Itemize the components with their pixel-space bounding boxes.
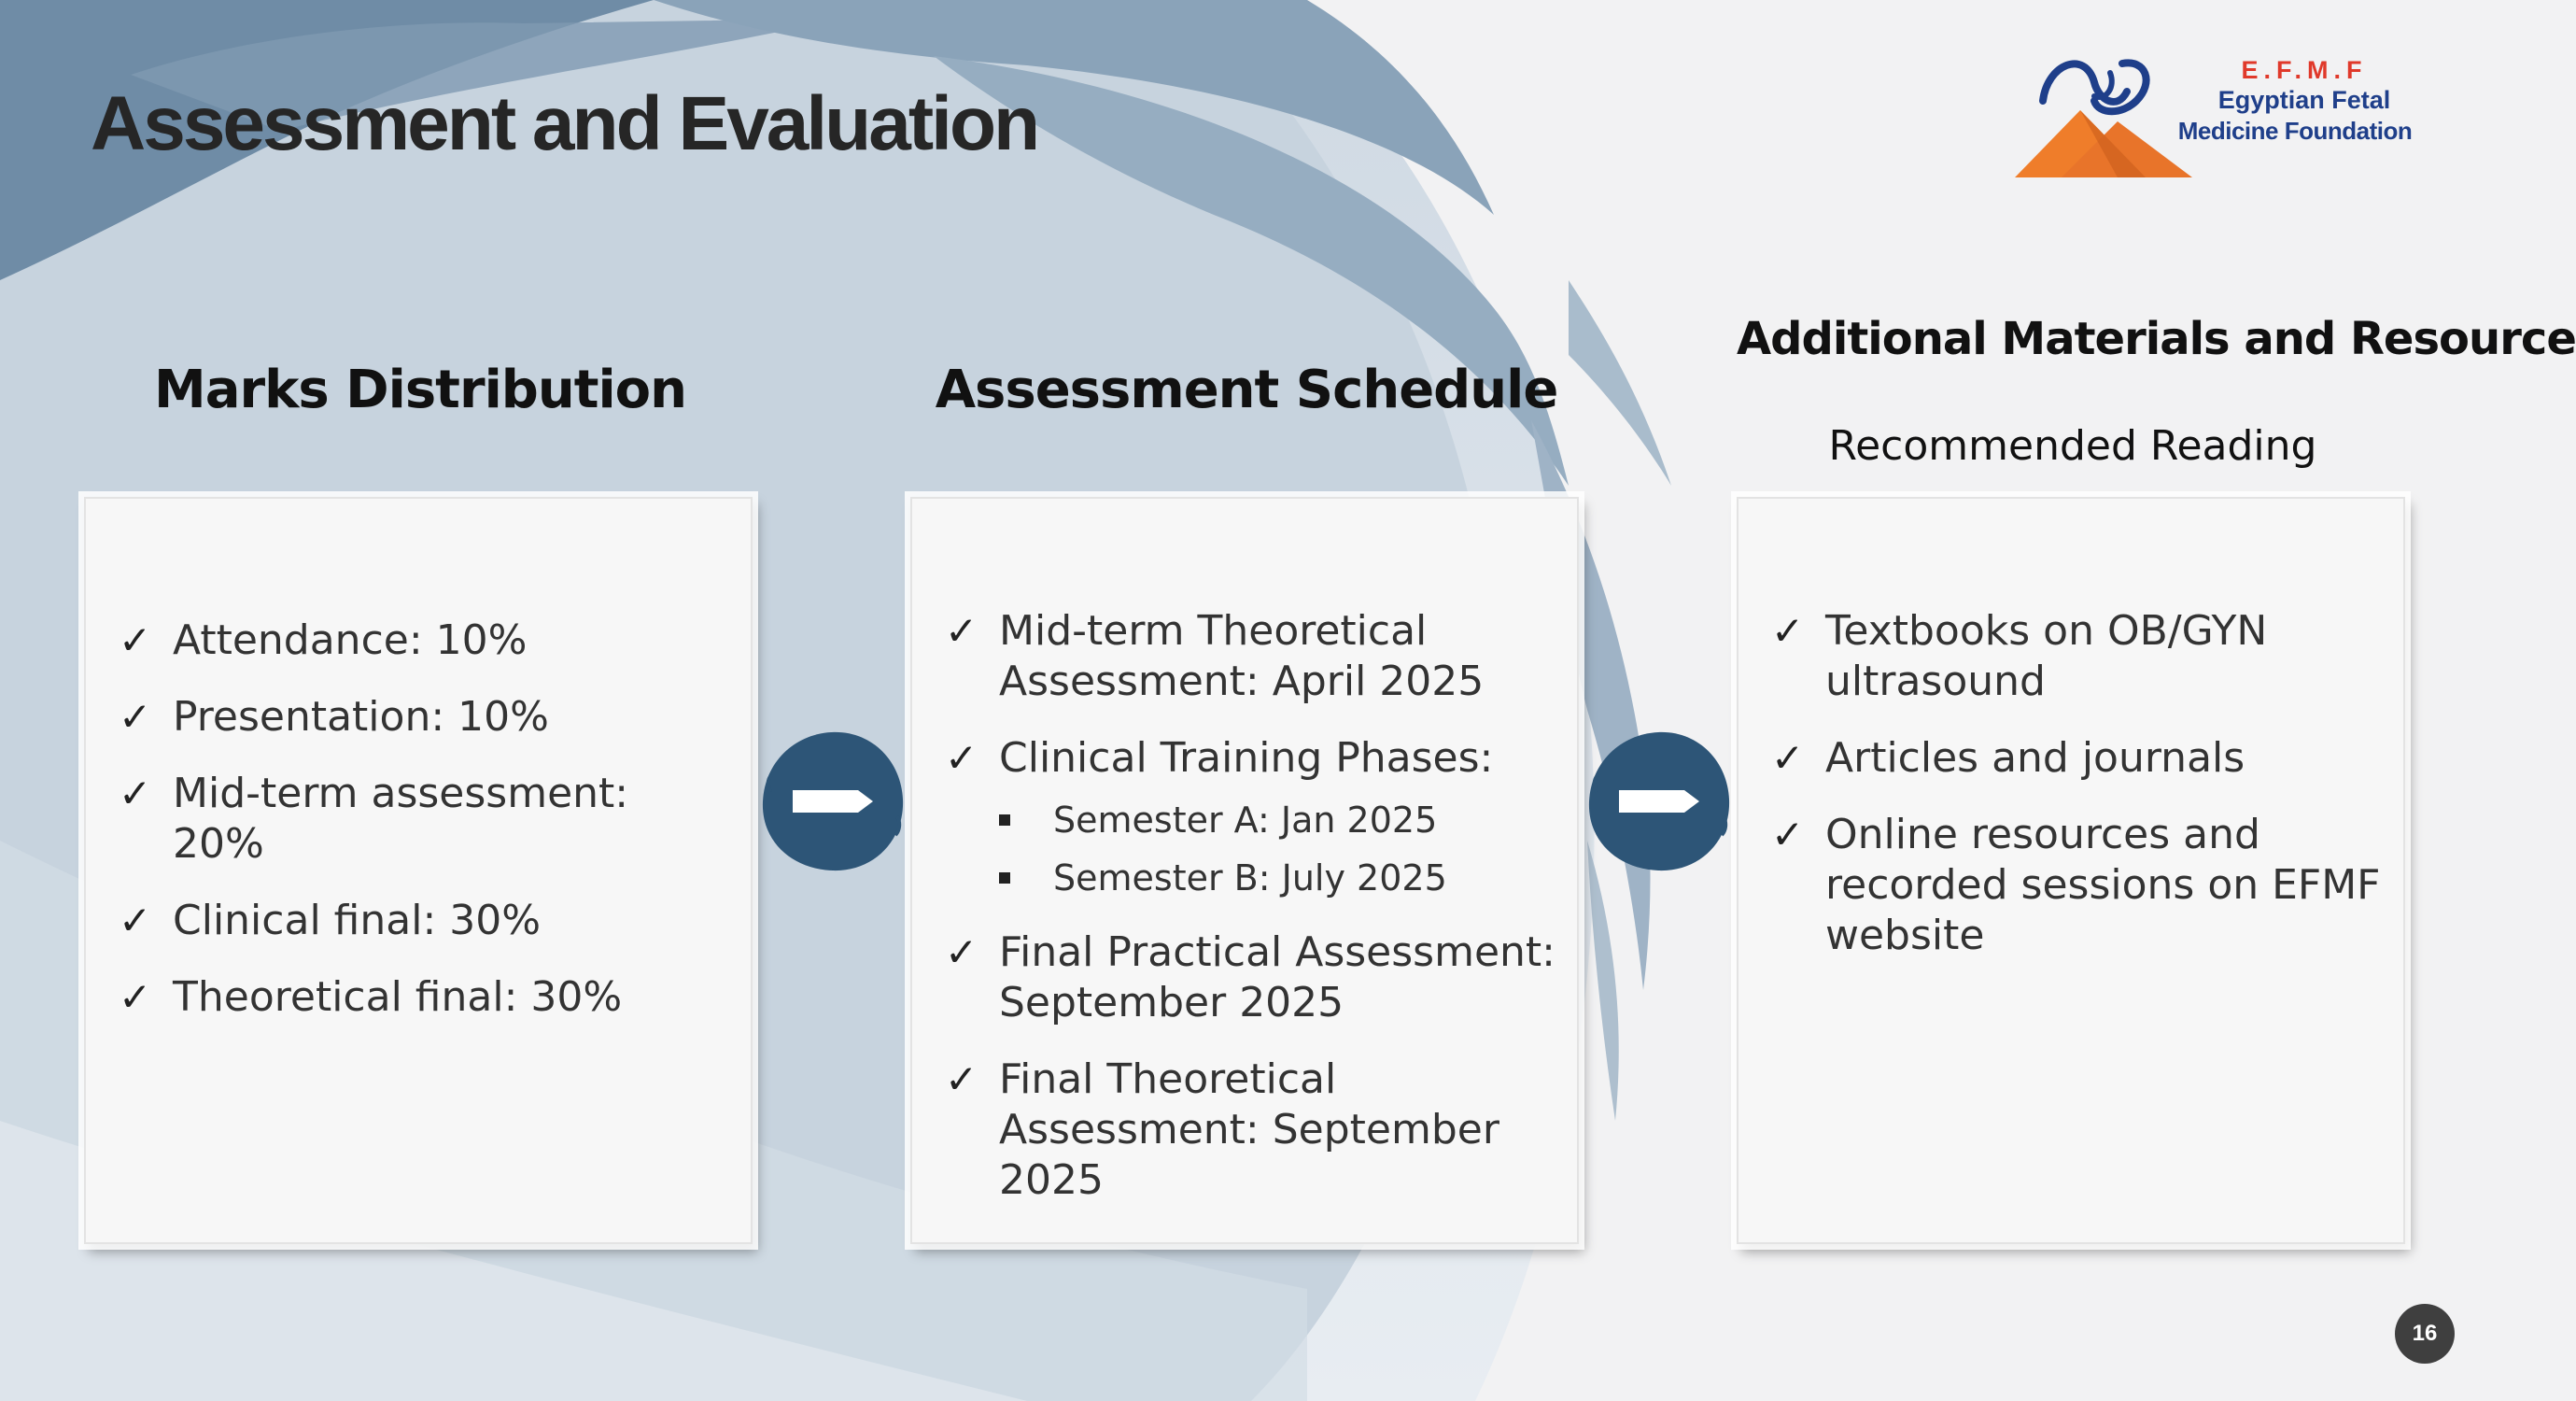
check-mark-icon: ✓ — [945, 608, 978, 654]
marks-distribution-heading: Marks Distribution — [153, 360, 687, 420]
logo-acronym: E.F.M.F — [2241, 56, 2368, 84]
page-number-badge: 16 — [2395, 1304, 2455, 1364]
check-mark-icon: ✓ — [1771, 735, 1805, 781]
sub-list-item-label: Semester A: Jan 2025 — [1053, 800, 1438, 841]
list-item — [945, 1054, 1558, 1206]
list-item — [1771, 606, 2385, 707]
list-item-label: Articles and journals — [1825, 734, 2245, 782]
square-bullet-icon — [999, 814, 1010, 826]
square-bullet-icon — [999, 872, 1010, 884]
assessment-schedule-heading: Assessment Schedule — [935, 360, 1558, 420]
check-mark-icon: ✓ — [945, 735, 978, 781]
list-item-label: Attendance: 10% — [173, 616, 528, 664]
list-item — [1771, 810, 2385, 961]
list-item — [119, 896, 732, 946]
list-item-label: Mid-term Theoretical Assessment: April 2025 — [999, 607, 1485, 705]
check-mark-icon: ✓ — [945, 929, 978, 975]
list-item — [945, 927, 1558, 1028]
check-mark-icon: ✓ — [945, 1056, 978, 1102]
list-item — [945, 606, 1558, 707]
list-item-label: Presentation: 10% — [173, 693, 549, 741]
efmf-logo — [2006, 45, 2413, 185]
page-title: Assessment and Evaluation — [91, 81, 1038, 166]
sub-list-item-label: Semester B: July 2025 — [1053, 857, 1447, 899]
logo-name-line-1: Egyptian Fetal — [2217, 86, 2391, 114]
arrow-right-icon — [1584, 727, 1733, 876]
check-mark-icon: ✓ — [1771, 608, 1805, 654]
logo-name-line-2: Medicine Foundation — [2177, 117, 2413, 145]
additional-materials-card — [1737, 497, 2405, 1244]
check-mark-icon: ✓ — [119, 694, 152, 740]
marks-distribution-card — [84, 497, 753, 1244]
list-item — [119, 972, 732, 1023]
assessment-schedule-card — [910, 497, 1579, 1244]
check-mark-icon: ✓ — [1771, 812, 1805, 857]
sub-list-item — [999, 797, 1558, 843]
list-item — [945, 733, 1558, 901]
check-mark-icon: ✓ — [119, 617, 152, 663]
list-item-label: Mid-term assessment: 20% — [173, 770, 629, 868]
sub-list-item — [999, 855, 1558, 901]
additional-materials-heading: Additional Materials and Resource — [1737, 313, 2576, 365]
check-mark-icon: ✓ — [119, 898, 152, 943]
list-item-label: Theoretical final: 30% — [173, 973, 623, 1021]
arrow-right-icon — [757, 727, 907, 876]
logo-emblem-icon — [2006, 45, 2211, 185]
list-item — [119, 616, 732, 666]
list-item-label: Online resources and recorded sessions on EFMF website — [1825, 811, 2381, 959]
list-item-label: Clinical Training Phases: — [999, 734, 1494, 782]
check-mark-icon: ✓ — [119, 974, 152, 1020]
check-mark-icon: ✓ — [119, 771, 152, 816]
list-item-label: Textbooks on OB/GYN ultrasound — [1825, 607, 2268, 705]
list-item-label: Final Theoretical Assessment: September 2025 — [999, 1055, 1499, 1204]
recommended-reading-subheading: Recommended Reading — [1828, 422, 2317, 470]
list-item — [119, 769, 732, 870]
list-item — [119, 692, 732, 743]
list-item-label: Clinical final: 30% — [173, 897, 542, 944]
list-item-label: Final Practical Assessment: September 2025 — [999, 928, 1555, 1026]
list-item — [1771, 733, 2385, 784]
